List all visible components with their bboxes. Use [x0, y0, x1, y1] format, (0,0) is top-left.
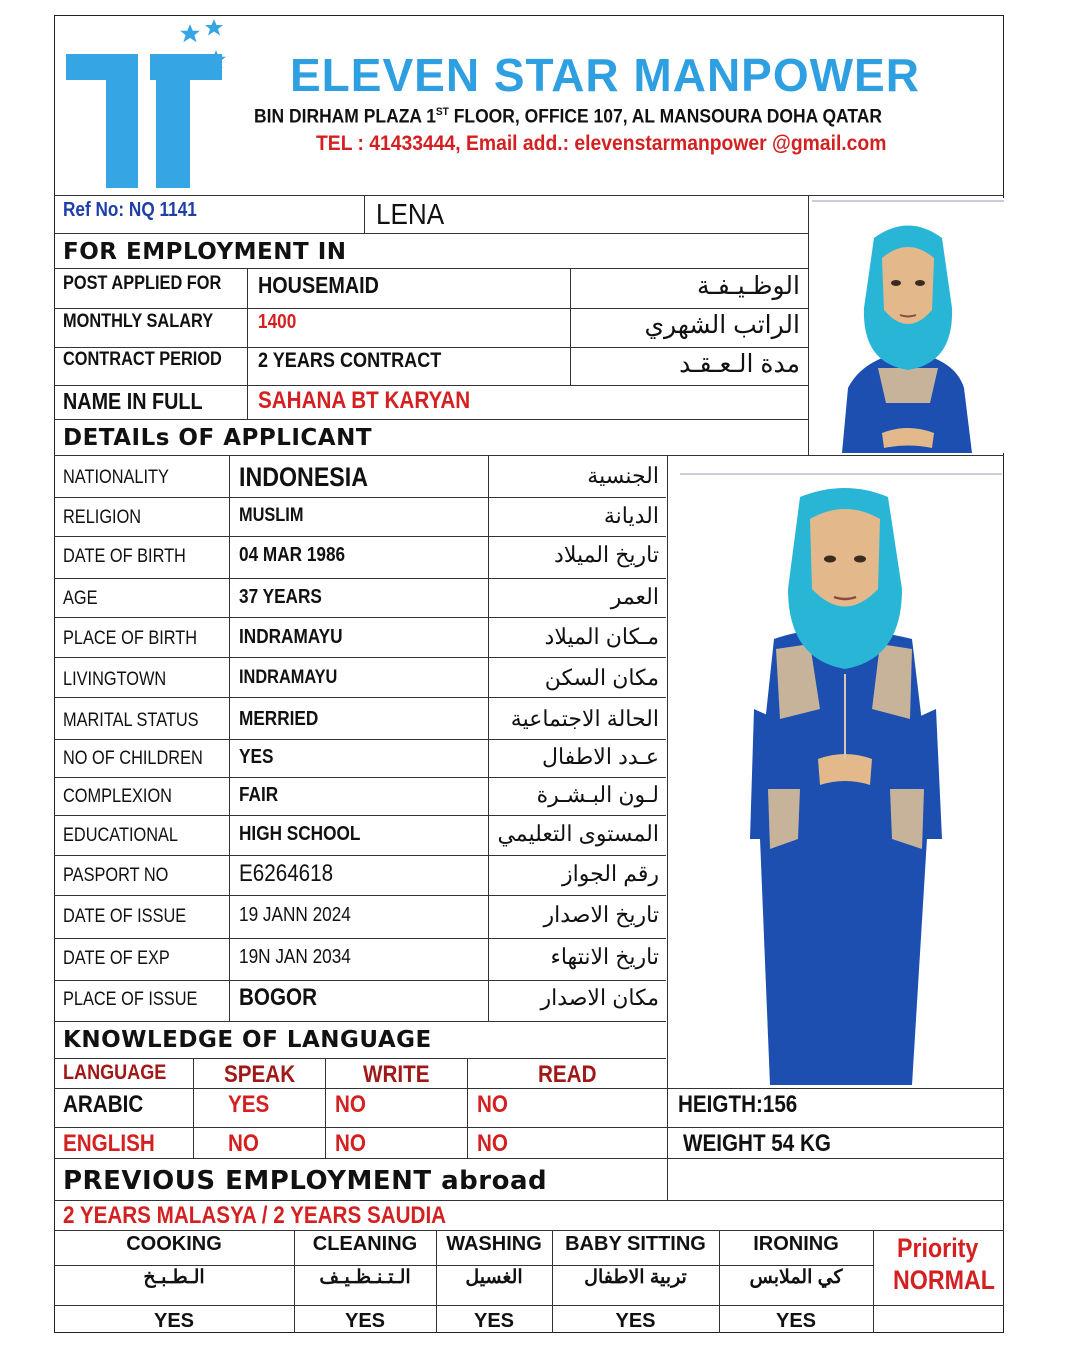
detail-label: COMPLEXION — [63, 786, 172, 807]
detail-label-ar: المستوى التعليمي — [497, 821, 659, 846]
contract-value: 2 YEARS CONTRACT — [258, 349, 442, 372]
name-label: NAME IN FULL — [63, 388, 203, 414]
detail-label: MARITAL STATUS — [63, 710, 199, 731]
post-value: HOUSEMAID — [258, 272, 379, 298]
detail-label-ar: الجنسية — [587, 463, 659, 488]
detail-label: PLACE OF ISSUE — [63, 989, 198, 1010]
detail-label-ar: العمر — [610, 584, 659, 609]
skill-label-ar: تربية الاطفال — [584, 1267, 687, 1288]
salary-label: MONTHLY SALARY — [63, 311, 214, 332]
priority-label: Priority — [897, 1233, 979, 1263]
speak-value: YES — [228, 1091, 270, 1118]
detail-label-ar: رقم الجواز — [561, 861, 659, 886]
ref-number: Ref No: NQ 1141 — [63, 199, 197, 221]
salary-label-ar: الراتب الشهري — [644, 311, 800, 339]
detail-label: RELIGION — [63, 507, 142, 528]
language-section-title: KNOWLEDGE OF LANGUAGE — [63, 1027, 432, 1053]
contract-label: CONTRACT PERIOD — [63, 349, 222, 370]
skill-label: CLEANING — [312, 1233, 418, 1255]
detail-label-ar: الديانة — [603, 503, 659, 528]
salary-value: 1400 — [258, 311, 297, 333]
speak-value: NO — [228, 1130, 259, 1157]
detail-label: PASPORT NO — [63, 865, 169, 886]
post-label-ar: الوظـيـفـة — [697, 272, 800, 300]
skill-label: IRONING — [753, 1233, 839, 1255]
detail-label: PLACE OF BIRTH — [63, 628, 198, 649]
detail-value: 04 MAR 1986 — [239, 544, 346, 566]
employment-section-title: FOR EMPLOYMENT IN — [63, 239, 347, 265]
detail-value: INDRAMAYU — [239, 667, 338, 688]
weight-value: WEIGHT 54 KG — [683, 1130, 831, 1157]
skill-label: BABY SITTING — [565, 1233, 706, 1255]
detail-label-ar: مكان السكن — [544, 665, 659, 690]
star-icon — [180, 24, 200, 42]
read-value: NO — [477, 1130, 508, 1157]
detail-label: DATE OF BIRTH — [63, 546, 186, 567]
speak-header: SPEAK — [224, 1061, 296, 1088]
detail-value: E6264618 — [239, 860, 334, 887]
applicant-portrait-photo — [812, 198, 1004, 453]
details-section-title: DETAILs OF APPLICANT — [63, 425, 373, 451]
previous-employment-title: PREVIOUS EMPLOYMENT abroad — [63, 1166, 548, 1196]
detail-label: DATE OF EXP — [63, 948, 170, 969]
skill-value: YES — [775, 1310, 817, 1332]
detail-value: FAIR — [239, 784, 279, 806]
detail-value: HIGH SCHOOL — [239, 823, 361, 845]
detail-value: MERRIED — [239, 708, 319, 730]
priority-value: NORMAL — [893, 1265, 995, 1295]
detail-label-ar: الحالة الاجتماعية — [510, 706, 659, 731]
contract-label-ar: مدة الـعـقـد — [679, 350, 800, 378]
write-value: NO — [335, 1130, 366, 1157]
company-logo — [62, 18, 232, 193]
detail-label-ar: لـون البـشـرة — [536, 782, 659, 807]
skill-label-ar: كي الملابس — [749, 1267, 843, 1288]
detail-label: NO OF CHILDREN — [63, 748, 203, 769]
write-header: WRITE — [363, 1061, 430, 1088]
detail-value: 37 YEARS — [239, 586, 322, 608]
read-value: NO — [477, 1091, 508, 1118]
detail-label-ar: تاريخ الميلاد — [554, 542, 659, 567]
write-value: NO — [335, 1091, 366, 1118]
skill-value: YES — [153, 1310, 195, 1332]
full-name-value: SAHANA BT KARYAN — [258, 387, 471, 414]
logo-digit-left — [66, 54, 138, 188]
post-label: POST APPLIED FOR — [63, 273, 222, 294]
applicant-full-photo — [680, 459, 1002, 1085]
short-name: LENA — [376, 199, 445, 231]
company-contact: TEL : 41433444, Email add.: elevenstarmanpower @gmail.com — [316, 132, 887, 155]
detail-label-ar: عـدد الاطفال — [541, 744, 659, 769]
detail-label-ar: تاريخ الاصدار — [543, 902, 659, 927]
detail-value: YES — [239, 746, 274, 768]
language-header: LANGUAGE — [63, 1061, 167, 1084]
logo-digit-right — [150, 54, 222, 188]
detail-label-ar: مكان الاصدار — [540, 985, 659, 1010]
skill-label-ar: الـتـنـظـيـف — [319, 1267, 411, 1288]
detail-label: EDUCATIONAL — [63, 825, 179, 846]
detail-label: LIVINGTOWN — [63, 669, 167, 690]
skill-label-ar: الـطـبـخ — [143, 1267, 205, 1288]
skill-label: COOKING — [126, 1233, 222, 1255]
language-name: ENGLISH — [63, 1130, 155, 1157]
skill-value: YES — [473, 1310, 515, 1332]
company-name: ELEVEN STAR MANPOWER — [290, 49, 920, 101]
detail-value: INDONESIA — [239, 462, 369, 492]
detail-label: AGE — [63, 588, 98, 609]
language-name: ARABIC — [63, 1091, 144, 1118]
detail-value: 19 JANN 2024 — [239, 904, 351, 926]
skill-value: YES — [344, 1310, 386, 1332]
detail-value: BOGOR — [239, 984, 317, 1011]
skill-label-ar: الغسيل — [465, 1267, 523, 1288]
read-header: READ — [538, 1061, 597, 1088]
detail-value: 19N JAN 2034 — [239, 946, 351, 968]
detail-label: NATIONALITY — [63, 467, 169, 488]
detail-value: INDRAMAYU — [239, 626, 343, 648]
detail-label-ar: مـكان الميلاد — [544, 624, 659, 649]
height-value: HEIGTH:156 — [678, 1091, 798, 1118]
company-address: BIN DIRHAM PLAZA 1ST FLOOR, OFFICE 107, AL MANSOURA DOHA QATAR — [254, 106, 883, 128]
skill-value: YES — [615, 1310, 656, 1332]
detail-label-ar: تاريخ الانتهاء — [550, 944, 659, 969]
star-icon — [205, 19, 223, 36]
detail-value: MUSLIM — [239, 505, 304, 526]
detail-label: DATE OF ISSUE — [63, 906, 187, 927]
skill-label: WASHING — [446, 1233, 542, 1255]
previous-employment-value: 2 YEARS MALASYA / 2 YEARS SAUDIA — [63, 1202, 447, 1229]
